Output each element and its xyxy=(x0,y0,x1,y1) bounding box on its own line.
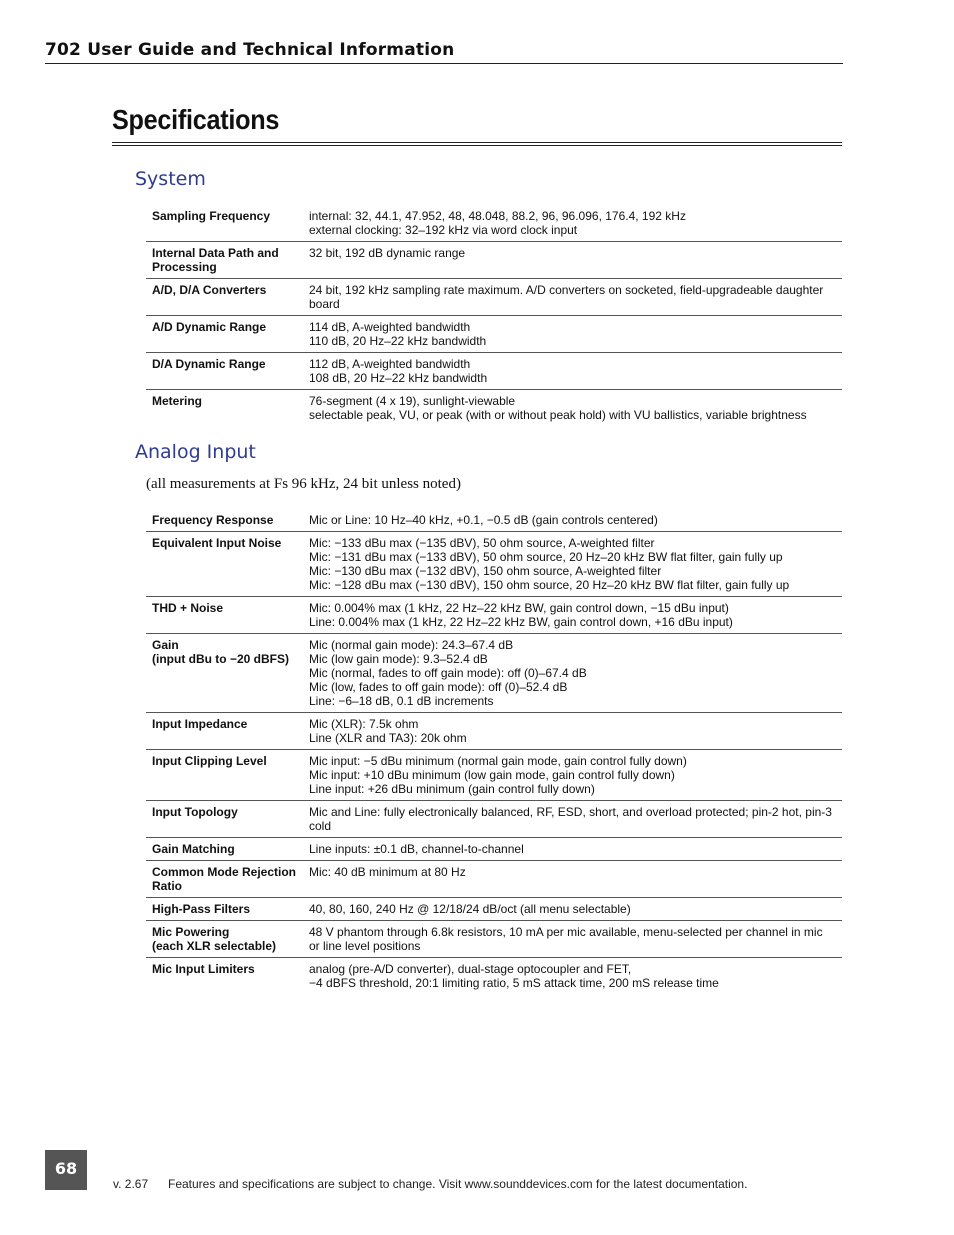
spec-value-line: 108 dB, 20 Hz–22 kHz bandwidth xyxy=(309,371,488,385)
spec-row xyxy=(146,801,842,838)
spec-row xyxy=(146,316,842,353)
spec-label: Gain Matching xyxy=(152,842,235,856)
spec-label: Equivalent Input Noise xyxy=(152,536,282,550)
title-rule xyxy=(112,142,842,146)
spec-value-line: Mic: 40 dB minimum at 80 Hz xyxy=(309,865,466,879)
spec-value xyxy=(303,316,842,353)
spec-value xyxy=(303,532,842,597)
spec-value-line: 40, 80, 160, 240 Hz @ 12/18/24 dB/oct (all menu selectable) xyxy=(309,902,631,916)
section-heading-system: System xyxy=(135,168,206,190)
spec-label: Input Topology xyxy=(152,805,238,819)
page-number-badge: 68 xyxy=(45,1150,87,1190)
spec-value-line: 32 bit, 192 dB dynamic range xyxy=(309,246,466,260)
spec-label: High-Pass Filters xyxy=(152,902,251,916)
spec-label: THD + Noise xyxy=(152,601,224,615)
spec-value-line: 112 dB, A-weighted bandwidth xyxy=(309,357,471,371)
system-spec-table xyxy=(146,205,842,426)
spec-row xyxy=(146,838,842,861)
spec-label: D/A Dynamic Range xyxy=(152,357,266,371)
measurement-note: (all measurements at Fs 96 kHz, 24 bit unless noted) xyxy=(146,476,461,492)
spec-value-line: selectable peak, VU, or peak (with or without peak hold) with VU ballistics, variable brightness xyxy=(309,408,807,422)
spec-value-line: Mic: −131 dBu max (−133 dBV), 50 ohm source, 20 Hz–20 kHz BW flat filter, gain fully up xyxy=(309,550,783,564)
spec-value xyxy=(303,958,842,995)
spec-value-line: Mic (low gain mode): 9.3–52.4 dB xyxy=(309,652,488,666)
spec-label-line: Gain xyxy=(152,638,179,652)
spec-value-line: 114 dB, A-weighted bandwidth xyxy=(309,320,471,334)
spec-value xyxy=(303,509,842,532)
spec-value-line: Mic: −128 dBu max (−130 dBV), 150 ohm source, 20 Hz–20 kHz BW flat filter, gain fully up xyxy=(309,578,790,592)
spec-value xyxy=(303,801,842,838)
spec-value-line: Mic (low, fades to off gain mode): off (0)–52.4 dB xyxy=(309,680,568,694)
spec-row xyxy=(146,509,842,532)
spec-row xyxy=(146,898,842,921)
spec-value-line: 48 V phantom through 6.8k resistors, 10 mA per mic available, menu-selected per channel in mic or line level positions xyxy=(309,925,823,953)
spec-value xyxy=(303,242,842,279)
spec-value-line: Line: −6–18 dB, 0.1 dB increments xyxy=(309,694,494,708)
spec-value-line: Mic (XLR): 7.5k ohm xyxy=(309,717,419,731)
spec-label-line: (input dBu to −20 dBFS) xyxy=(152,652,289,666)
spec-label xyxy=(146,634,303,713)
page-title: Specifications xyxy=(112,104,280,135)
spec-value-line: Line: 0.004% max (1 kHz, 22 Hz–22 kHz BW, gain control down, +16 dBu input) xyxy=(309,615,733,629)
spec-value-line: Mic or Line: 10 Hz–40 kHz, +0.1, −0.5 dB (gain controls centered) xyxy=(309,513,658,527)
spec-row xyxy=(146,597,842,634)
spec-value-line: Mic (normal, fades to off gain mode): off (0)–67.4 dB xyxy=(309,666,587,680)
spec-value xyxy=(303,634,842,713)
spec-row xyxy=(146,390,842,427)
spec-row xyxy=(146,205,842,242)
version-label: v. 2.67 xyxy=(113,1177,149,1191)
spec-value-line: Line inputs: ±0.1 dB, channel-to-channel xyxy=(309,842,524,856)
spec-label-line: (each XLR selectable) xyxy=(152,939,277,953)
page-footer xyxy=(113,1177,747,1191)
footer-notice: Features and specifications are subject to change. Visit www.sounddevices.com for the latest documentation. xyxy=(168,1177,748,1191)
analog-input-spec-table xyxy=(146,509,842,994)
spec-label: Metering xyxy=(152,394,203,408)
spec-value-line: −4 dBFS threshold, 20:1 limiting ratio, 5 mS attack time, 200 mS release time xyxy=(309,976,719,990)
spec-value-line: external clocking: 32–192 kHz via word clock input xyxy=(309,223,578,237)
spec-row xyxy=(146,279,842,316)
spec-label-line: Mic Powering xyxy=(152,925,230,939)
spec-label: A/D, D/A Converters xyxy=(152,283,267,297)
spec-value xyxy=(303,713,842,750)
spec-row xyxy=(146,861,842,898)
spec-label: Common Mode Rejection Ratio xyxy=(152,865,297,893)
spec-row xyxy=(146,242,842,279)
spec-label: Sampling Frequency xyxy=(152,209,271,223)
section-heading-analog-input: Analog Input xyxy=(135,441,256,463)
spec-row xyxy=(146,713,842,750)
spec-value-line: Mic and Line: fully electronically balanced, RF, ESD, short, and overload protected; pin-2 hot, pin-3 cold xyxy=(309,805,832,833)
spec-value-line: 24 bit, 192 kHz sampling rate maximum. A/D converters on socketed, field-upgradeable daughter board xyxy=(309,283,824,311)
spec-label: Mic Input Limiters xyxy=(152,962,255,976)
spec-row xyxy=(146,958,842,995)
spec-value-line: Mic input: +10 dBu minimum (low gain mode, gain control fully down) xyxy=(309,768,675,782)
running-header: 702 User Guide and Technical Information xyxy=(45,40,843,64)
spec-value-line: Line input: +26 dBu minimum (gain control fully down) xyxy=(309,782,595,796)
spec-value xyxy=(303,279,842,316)
spec-label: Input Clipping Level xyxy=(152,754,267,768)
spec-row xyxy=(146,921,842,958)
spec-value-line: Mic: −130 dBu max (−132 dBV), 150 ohm source, A-weighted filter xyxy=(309,564,662,578)
spec-row xyxy=(146,353,842,390)
spec-label: Input Impedance xyxy=(152,717,248,731)
spec-value-line: analog (pre-A/D converter), dual-stage optocoupler and FET, xyxy=(309,962,632,976)
spec-value xyxy=(303,390,842,427)
spec-value xyxy=(303,861,842,898)
spec-value-line: 110 dB, 20 Hz–22 kHz bandwidth xyxy=(309,334,487,348)
spec-value-line: Mic: −133 dBu max (−135 dBV), 50 ohm source, A-weighted filter xyxy=(309,536,655,550)
spec-label: Internal Data Path and Processing xyxy=(152,246,279,274)
spec-value xyxy=(303,353,842,390)
spec-value xyxy=(303,597,842,634)
spec-value-line: Mic (normal gain mode): 24.3–67.4 dB xyxy=(309,638,514,652)
spec-value xyxy=(303,750,842,801)
spec-value xyxy=(303,838,842,861)
spec-row xyxy=(146,532,842,597)
spec-value-line: internal: 32, 44.1, 47.952, 48, 48.048, 88.2, 96, 96.096, 176.4, 192 kHz xyxy=(309,209,686,223)
spec-value-line: Mic: 0.004% max (1 kHz, 22 Hz–22 kHz BW, gain control down, −15 dBu input) xyxy=(309,601,729,615)
spec-value-line: Mic input: −5 dBu minimum (normal gain mode, gain control fully down) xyxy=(309,754,687,768)
spec-label: Frequency Response xyxy=(152,513,274,527)
spec-label xyxy=(146,921,303,958)
spec-row xyxy=(146,634,842,713)
spec-value xyxy=(303,205,842,242)
spec-value xyxy=(303,921,842,958)
spec-value xyxy=(303,898,842,921)
spec-value-line: Line (XLR and TA3): 20k ohm xyxy=(309,731,467,745)
spec-value-line: 76-segment (4 x 19), sunlight-viewable xyxy=(309,394,516,408)
spec-label: A/D Dynamic Range xyxy=(152,320,267,334)
spec-row xyxy=(146,750,842,801)
